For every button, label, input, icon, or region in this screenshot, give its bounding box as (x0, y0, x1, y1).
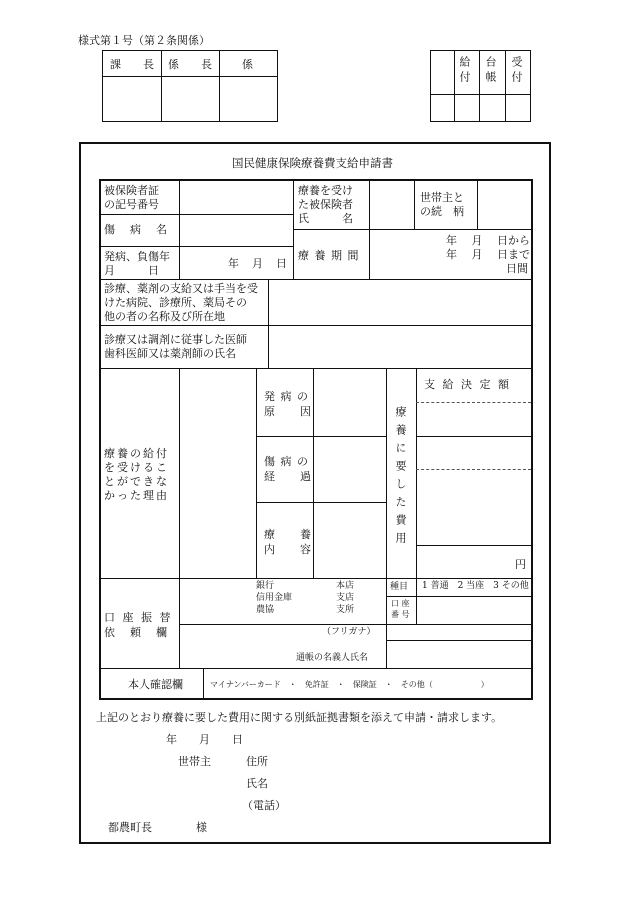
account-type-options[interactable]: 1 普通 2 当座 3 その他 (422, 581, 529, 591)
branch-type-branch[interactable]: 支店 (336, 593, 355, 603)
onset-date-field[interactable]: 年 月 日 (228, 257, 288, 270)
stamp-header-ledger: 台帳 (484, 56, 497, 86)
content-label-1: 療 養 (264, 528, 312, 541)
reason-label-2: を受けるこ (104, 461, 169, 474)
form-title: 国民健康保険療養費支給申請書 (232, 156, 393, 170)
insured-id-field[interactable] (181, 182, 291, 213)
cause-field[interactable] (315, 370, 385, 435)
reason-label-3: とができな (104, 475, 169, 488)
stamp-header-staff: 係 (242, 58, 253, 71)
account-number-label-1: 口 座 (391, 599, 410, 608)
disease-label: 傷 病 名 (104, 223, 169, 236)
bank-type-credit[interactable]: 信用金庫 (256, 593, 293, 603)
application-date[interactable]: 年 月 日 (166, 733, 243, 746)
onset-label-1: 発病、負傷年 (104, 250, 170, 263)
disease-name-field[interactable] (181, 216, 291, 245)
period-days[interactable]: 日間 (506, 262, 528, 275)
provider-label-1: 診療、薬剤の支給又は手当を受 (104, 282, 258, 295)
insured-id-label-1: 被保険者証 (104, 184, 159, 197)
phone-label: （電話） (242, 799, 286, 812)
cause-label-2: 原 因 (264, 405, 312, 418)
stamp-header-subsection-chief: 係 長 (168, 58, 212, 71)
stamp-header-section-chief: 課 長 (110, 58, 154, 71)
doctor-field[interactable] (270, 327, 531, 367)
reason-label-4: かった理由 (104, 489, 169, 502)
onset-label-2: 月 日 (104, 264, 159, 277)
progress-label-2: 経 過 (264, 470, 312, 483)
content-field[interactable] (315, 504, 385, 577)
declaration-text: 上記のとおり療養に要した費用に関する別紙証拠書類を添えて申請・請求します。 (96, 711, 503, 724)
provider-field[interactable] (270, 281, 531, 324)
stamp-header-reception: 受付 (510, 56, 523, 86)
furigana-label: （フリガナ） (322, 627, 376, 637)
relation-label-2: の続 柄 (420, 205, 464, 218)
recipient-label-2: た被保険者 (298, 198, 353, 211)
yen-unit: 円 (515, 558, 526, 571)
branch-type-office[interactable]: 支所 (336, 605, 355, 615)
recipient-name-field[interactable] (371, 182, 413, 228)
insured-id-label-2: の記号番号 (104, 198, 159, 211)
cause-label-1: 発 病 の (264, 390, 309, 403)
identity-options[interactable]: マイナンバーカード ・ 免許証 ・ 保険証 ・ その他（ ） (210, 680, 489, 689)
account-number-label-2: 番 号 (391, 610, 410, 619)
branch-type-main[interactable]: 本店 (336, 581, 355, 591)
recipient-label-3: 氏 名 (298, 212, 353, 225)
period-to[interactable]: 年 月 日まで (446, 248, 530, 261)
provider-label-2: けた病院、診療所、薬局その (104, 296, 247, 309)
decision-label: 支 給 決 定 額 (424, 378, 511, 391)
doctor-label-2: 歯科医師又は薬剤師の氏名 (104, 347, 236, 360)
bank-type-agri[interactable]: 農協 (256, 605, 275, 615)
account-type-options-clip (420, 580, 532, 595)
stamp-header-benefit: 給付 (458, 56, 471, 86)
recipient-label-1: 療養を受け (298, 184, 353, 197)
bank-type-bank[interactable]: 銀行 (256, 581, 275, 591)
address-label: 住所 (246, 755, 268, 768)
holder-name-field[interactable] (388, 642, 531, 667)
holder-name-label: 通帳の名義人氏名 (296, 653, 369, 663)
doctor-label-1: 診療又は調剤に従事した医師 (104, 333, 247, 346)
householder-label: 世帯主 (178, 755, 211, 768)
relation-field[interactable] (479, 182, 531, 228)
progress-field[interactable] (315, 438, 385, 501)
form-number: 様式第１号（第２条関係） (78, 34, 210, 47)
account-type-label: 種目 (390, 582, 409, 592)
progress-label-1: 傷 病 の (264, 455, 309, 468)
reason-field[interactable] (181, 370, 255, 577)
account-number-field[interactable] (418, 598, 531, 623)
name-label: 氏名 (246, 777, 268, 790)
period-label: 療 養 期 間 (298, 249, 360, 262)
content-label-2: 内 容 (264, 543, 312, 556)
reason-label-1: 療養の給付 (104, 447, 169, 460)
addressee: 都農町長 様 (108, 821, 207, 834)
provider-label-3: 他の者の名称及び所在地 (104, 310, 225, 323)
bank-label-2: 依 頼 欄 (104, 626, 169, 639)
identity-label: 本人確認欄 (128, 678, 183, 691)
relation-label-1: 世帯主と (420, 191, 464, 204)
period-from[interactable]: 年 月 日から (446, 234, 530, 247)
bank-label-1: 口 座 振 替 (104, 611, 173, 624)
cost-label: 療養に要した費用 (394, 406, 407, 550)
